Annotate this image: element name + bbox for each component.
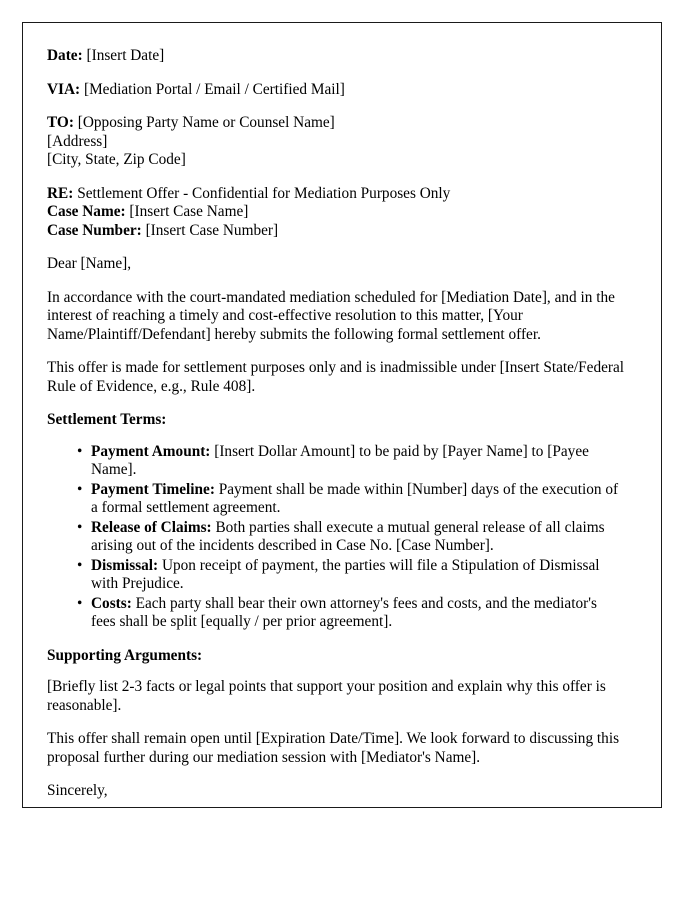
- re-label: RE:: [47, 184, 74, 202]
- list-item: [91, 481, 625, 518]
- term-text: Both parties shall execute a mutual general release of all claims arising out of the incidents described in Case No. [Case Number].: [91, 518, 605, 554]
- case-name-value: [Insert Case Name]: [129, 203, 249, 220]
- term-text: Each party shall bear their own attorney's fees and costs, and the mediator's fees shall be split [equally / per prior agreement].: [91, 594, 597, 630]
- list-item: [91, 557, 625, 594]
- supporting-arguments-paragraph: [Briefly list 2-3 facts or legal points that support your position and explain why this offer is reasonable].: [47, 678, 606, 714]
- re-value: Settlement Offer - Confidential for Mediation Purposes Only: [77, 184, 451, 202]
- term-label: Payment Amount:: [91, 442, 211, 460]
- settlement-terms-list: [47, 443, 625, 632]
- body-paragraph-1: In accordance with the court-mandated mediation scheduled for [Mediation Date], and in the interest of reaching a timely and cost-effective resolution to this matter, [Your Name/Plaintiff/Defendant] hereby submits the following formal settlement offer.: [47, 288, 615, 343]
- date-label: Date:: [47, 47, 83, 64]
- term-text: Upon receipt of payment, the parties will file a Stipulation of Dismissal with Prejudice.: [91, 556, 600, 592]
- date-value: [Insert Date]: [86, 47, 165, 64]
- address-line: [Address]: [47, 132, 108, 150]
- document-body: [23, 23, 661, 801]
- document-page: [22, 22, 662, 808]
- via-line: [47, 81, 625, 100]
- list-item: [91, 519, 625, 556]
- salutation: Dear [Name],: [47, 255, 132, 272]
- case-number-value: [Insert Case Number]: [145, 221, 279, 239]
- via-label: VIA:: [47, 80, 81, 98]
- subject-block: [47, 185, 625, 241]
- signoff: Sincerely,: [47, 782, 108, 799]
- settlement-terms-heading: Settlement Terms:: [47, 411, 167, 428]
- case-number-label: Case Number:: [47, 221, 142, 239]
- to-value: [Opposing Party Name or Counsel Name]: [77, 114, 335, 131]
- term-label: Costs:: [91, 594, 132, 612]
- term-label: Release of Claims:: [91, 518, 212, 536]
- term-text: Payment shall be made within [Number] days of the execution of a formal settlement agreement.: [91, 480, 619, 516]
- supporting-arguments-heading: Supporting Arguments:: [47, 646, 203, 664]
- via-value: [Mediation Portal / Email / Certified Mail]: [83, 80, 345, 98]
- term-text: [Insert Dollar Amount] to be paid by [Payer Name] to [Payee Name].: [91, 442, 589, 478]
- city-state-zip-line: [City, State, Zip Code]: [47, 151, 186, 168]
- term-label: Payment Timeline:: [91, 480, 215, 498]
- term-label: Dismissal:: [91, 556, 159, 574]
- date-line: [47, 47, 625, 66]
- recipient-block: [47, 114, 625, 170]
- list-item: [91, 443, 625, 480]
- case-name-label: Case Name:: [47, 203, 126, 220]
- body-paragraph-2: This offer is made for settlement purposes only and is inadmissible under [Insert State/Federal Rule of Evidence, e.g., Rule 408].: [47, 359, 625, 395]
- closing-paragraph: This offer shall remain open until [Expiration Date/Time]. We look forward to discussing this proposal further during our mediation session with [Mediator's Name].: [47, 730, 620, 766]
- list-item: [91, 595, 625, 632]
- to-label: TO:: [47, 114, 74, 131]
